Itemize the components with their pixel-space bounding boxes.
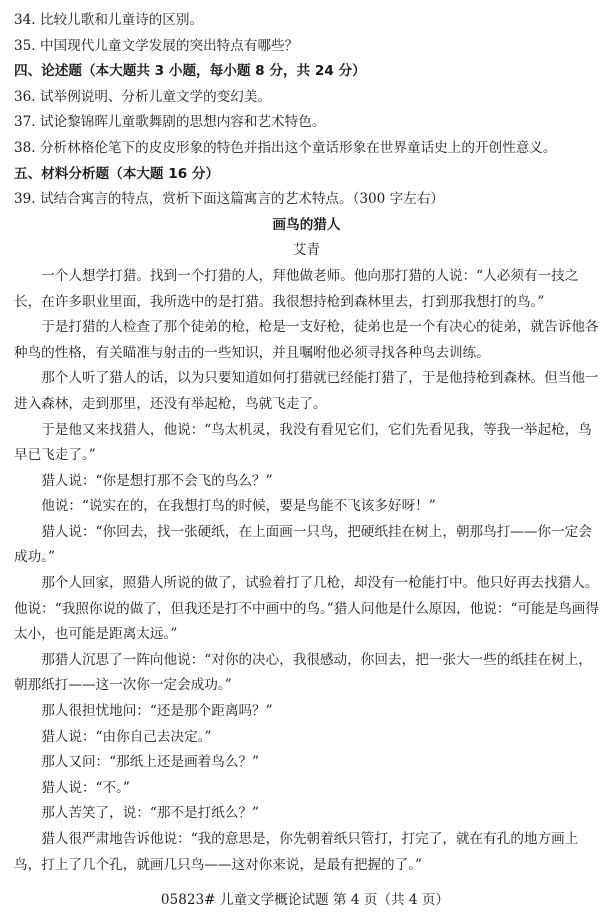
story-title: 画鸟的猎人 <box>272 216 341 233</box>
story-author: 艾青 <box>292 242 321 259</box>
story-paragraph: 那个人回家，照猎人所说的做了，试验着打了几枪，却没有一枪能打中。他只好再去找猎人。他说：“我照你说的做了，但我还是打不中画中的鸟。”猎人问他是什么原因，他说：“可能是鸟画得太小，也可能是距离太远。” <box>14 575 599 643</box>
question-35: 35. 中国现代儿童文学发展的突出特点有哪些？ <box>14 37 299 54</box>
story-paragraph: 于是打猎的人检查了那个徒弟的枪，枪是一支好枪，徒弟也是一个有决心的徒弟，就告诉他各种鸟的性格，有关瞄准与射击的一些知识，并且嘱咐他必须寻找各种鸟去训练。 <box>14 319 599 361</box>
story-paragraph: 一个人想学打猎。找到一个打猎的人，拜他做老师。他向那打猎的人说：“人必须有一技之长，在许多职业里面，我所选中的是打猎。我很想持枪到森林里去，打到那我想打的鸟。” <box>14 267 579 310</box>
story-paragraph: 于是他又来找猎人，他说：“鸟太机灵，我没有看见它们，它们先看见我，等我一举起枪，鸟早已飞走了。” <box>14 421 592 464</box>
story-paragraph: 那人很担忧地问：“还是那个距离吗？” <box>41 703 273 720</box>
story-paragraph: 猎人说：“由你自己去决定。” <box>41 728 212 745</box>
story-paragraph: 那人又问：“那纸上还是画着鸟么？” <box>41 754 259 771</box>
question-34: 34. 比较儿歌和儿童诗的区别。 <box>14 12 204 28</box>
story-paragraph: 那个人听了猎人的话，以为只要知道如何打猎就已经能打猎了，于是他持枪到森林。但当他一进入森林，走到那里，还没有举起枪，鸟就飞走了。 <box>14 370 599 412</box>
story-paragraph: 他说：“说实在的，在我想打鸟的时候，要是鸟能不飞该多好呀！” <box>41 498 436 515</box>
section-5-heading: 五、材料分析题（本大题 16 分） <box>14 165 220 182</box>
story-paragraph: 猎人说：“你回去，找一张硬纸，在上面画一只鸟，把硬纸挂在树上，朝那鸟打——你一定会成功。” <box>14 523 592 566</box>
section-4-heading: 四、论述题（本大题共 3 小题，每小题 8 分，共 24 分） <box>14 63 366 80</box>
story-paragraph: 那猎人沉思了一阵向他说：“对你的决心，我很感动，你回去，把一张大一些的纸挂在树上，朝那纸打——这一次你一定会成功。” <box>14 651 592 694</box>
page-footer: 05823# 儿童文学概论试题 第 4 页（共 4 页） <box>160 892 450 908</box>
question-36: 36. 试举例说明、分析儿童文学的变幻美。 <box>14 88 272 105</box>
exam-page <box>14 8 599 878</box>
story-paragraph: 猎人说：“不。” <box>41 779 130 796</box>
question-38: 38. 分析林格伦笔下的皮皮形象的特色并指出这个童话形象在世界童话史上的开创性意义。 <box>14 139 557 156</box>
story-paragraph: 那人苦笑了，说：“那不是打纸么？” <box>41 805 259 822</box>
question-39: 39. 试结合寓言的特点，赏析下面这篇寓言的艺术特点。（300 字左右） <box>14 191 445 208</box>
story-paragraph: 猎人说：“你是想打那不会飞的鸟么？” <box>41 472 273 489</box>
question-37: 37. 试论黎锦晖儿童歌舞剧的思想内容和艺术特色。 <box>14 114 326 131</box>
story-paragraph: 猎人很严肃地告诉他说：“我的意思是，你先朝着纸只管打，打完了，就在有孔的地方画上鸟，打上了几个孔，就画几只鸟——这对你来说，是最有把握的了。” <box>14 831 579 873</box>
